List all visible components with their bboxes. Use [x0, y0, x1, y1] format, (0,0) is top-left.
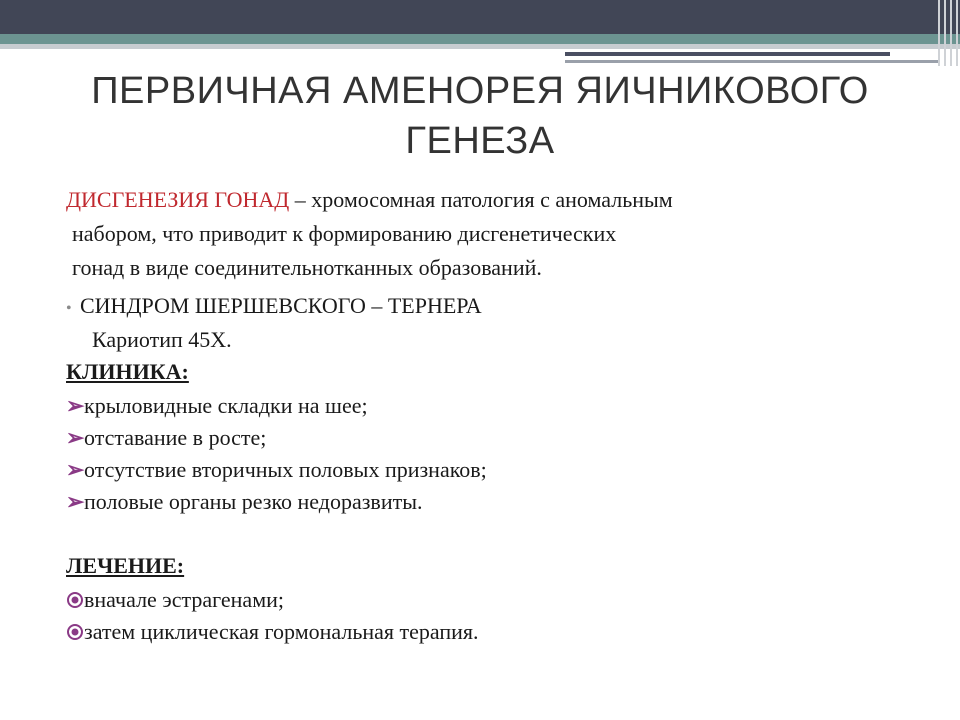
bullet-dot-icon: • — [66, 300, 72, 317]
list-item — [66, 390, 368, 422]
karyotype-text: Кариотип 45Х. — [92, 327, 232, 352]
header-band-dark — [0, 0, 960, 34]
intro-line-1 — [66, 184, 673, 216]
arrow-bullet-icon: ➢ — [66, 425, 85, 450]
header-band-teal — [0, 34, 960, 44]
list-item — [66, 584, 284, 616]
intro-line-2: набором, что приводит к формированию дисгенетических — [72, 221, 617, 246]
clinic-heading: КЛИНИКА: — [66, 359, 189, 384]
list-item — [66, 454, 487, 486]
header-accent-line — [565, 52, 890, 56]
clinic-item-text: отсутствие вторичных половых признаков; — [84, 457, 487, 482]
treatment-item-text: затем циклическая гормональная терапия. — [84, 619, 479, 644]
treatment-item-text: вначале эстрагенами; — [84, 587, 285, 612]
treatment-heading: ЛЕЧЕНИЕ: — [66, 553, 185, 578]
intro-text-1: – хромосомная патология с аномальным — [289, 187, 673, 212]
clinic-item-text: половые органы резко недоразвиты. — [84, 489, 423, 514]
header-accent-line-thin — [565, 60, 940, 63]
slide-title-line1: ПЕРВИЧНАЯ АМЕНОРЕЯ ЯИЧНИКОВОГО — [91, 70, 869, 112]
header-band-gray-right — [565, 44, 960, 49]
arrow-bullet-icon: ➢ — [66, 393, 85, 418]
list-item — [66, 486, 423, 518]
list-item — [66, 422, 266, 454]
syndrome-text: СИНДРОМ ШЕРШЕВСКОГО – ТЕРНЕРА — [80, 293, 482, 318]
circle-bullet-icon — [66, 591, 84, 609]
clinic-item-text: отставание в росте; — [84, 425, 267, 450]
syndrome-item — [66, 290, 482, 325]
slide-title-line2: ГЕНЕЗА — [405, 120, 555, 162]
arrow-bullet-icon: ➢ — [66, 489, 85, 514]
intro-line-3: гонад в виде соединительнотканных образований. — [72, 255, 542, 280]
intro-term: ДИСГЕНЕЗИЯ ГОНАД — [66, 187, 290, 212]
list-item — [66, 616, 479, 648]
slide-title — [60, 66, 900, 166]
header-band-gray — [0, 44, 565, 49]
arrow-bullet-icon: ➢ — [66, 457, 85, 482]
corner-decoration — [934, 0, 960, 66]
clinic-item-text: крыловидные складки на шее; — [84, 393, 368, 418]
circle-bullet-icon — [66, 623, 84, 641]
